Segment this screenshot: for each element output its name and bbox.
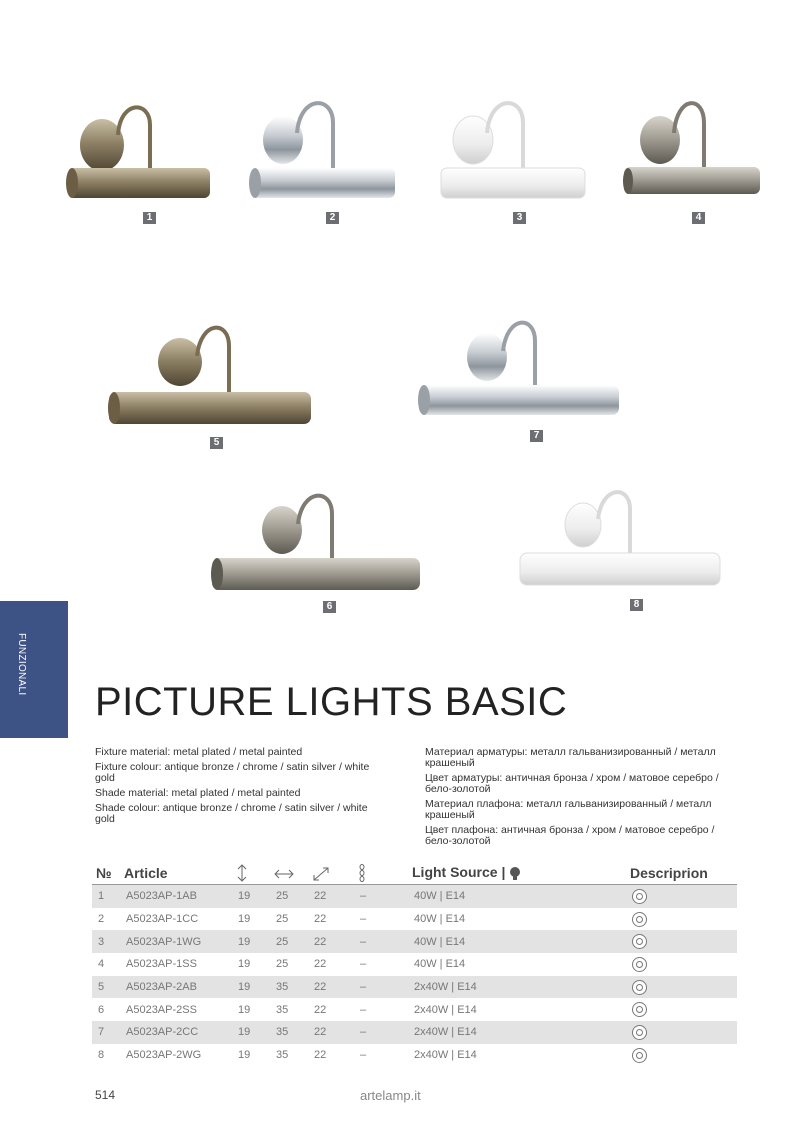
table-row [92,953,737,976]
cell-light-source: 2x40W | E14 [408,976,626,999]
column-header-height [232,862,270,885]
website-link[interactable]: artelamp.it [360,1088,421,1103]
cell-light-source: 40W | E14 [408,930,626,953]
column-header-description: Descriprion [626,862,737,885]
chain-icon [358,864,366,882]
cell-width: 25 [276,958,289,971]
cell-article: A5023AP-1WG [120,930,232,953]
section-side-tab [0,601,68,738]
cell-description [626,998,737,1021]
product-image-8 [518,485,723,595]
cell-article: A5023AP-2WG [126,1049,202,1062]
cell-chain: – [354,1021,408,1044]
product-number-badge: 3 [513,212,526,224]
product-image-4 [620,95,765,210]
bulb-icon [509,866,521,882]
column-header-article: Article [120,862,232,885]
product-image-7 [415,315,625,425]
spec-line: Материал плафона: металл гальванизированный / металл крашеный [425,798,712,821]
cell-description [626,930,737,953]
cell-number: 5 [92,976,120,999]
cell-number: 2 [98,913,105,926]
cell-chain: – [360,958,367,971]
cell-number: 4 [98,958,105,971]
light-source-label: Light Source | [412,864,506,881]
description-icon[interactable] [632,980,647,995]
cell-chain: – [360,1003,367,1016]
cell-chain: – [354,930,408,953]
column-header-chain [354,862,408,885]
spec-line: Материал арматуры: металл гальванизированный / металл крашеный [425,746,716,769]
width-arrow-icon [274,868,294,880]
product-number-badge: 7 [530,430,543,442]
product-image-5 [105,320,315,435]
cell-number: 6 [98,1003,105,1016]
cell-number: 3 [92,930,120,953]
cell-height: 19 [238,958,251,971]
cell-number: 8 [98,1049,105,1062]
cell-width: 35 [276,1049,289,1062]
page-number: 514 [95,1088,116,1102]
table-row [92,976,737,999]
cell-depth: 22 [314,1049,327,1062]
column-header-width [270,862,308,885]
description-icon[interactable] [632,889,647,904]
description-icon[interactable] [632,1002,647,1017]
cell-description [626,908,737,931]
product-image-6 [210,488,425,598]
column-header-depth [308,862,354,885]
cell-article: A5023AP-1SS [126,958,197,971]
cell-depth: 22 [308,1021,354,1044]
cell-depth: 22 [308,976,354,999]
cell-description [626,953,737,976]
cell-height: 19 [232,976,270,999]
cell-article: A5023AP-2AB [120,976,232,999]
cell-chain: – [360,1049,367,1062]
table-row [92,908,737,931]
cell-light-source: 40W | E14 [408,885,626,908]
cell-width: 25 [270,885,308,908]
description-icon[interactable] [632,1025,647,1040]
cell-light-source: 40W | E14 [414,958,466,971]
product-number-badge: 1 [143,212,156,224]
spec-line: Fixture colour: antique bronze / chrome / satin silver / white gold [95,761,370,784]
cell-height: 19 [238,913,251,926]
product-image-2 [245,95,405,210]
spec-line: Fixture material: metal plated / metal painted [95,746,303,758]
table-row [92,998,737,1021]
cell-height: 19 [232,930,270,953]
cell-article: A5023AP-1CC [126,913,199,926]
cell-width: 35 [270,1021,308,1044]
cell-number: 1 [92,885,120,908]
product-number-badge: 2 [326,212,339,224]
cell-light-source: 2x40W | E14 [414,1049,477,1062]
height-arrow-icon [236,864,248,882]
cell-number: 7 [92,1021,120,1044]
cell-depth: 22 [314,1003,327,1016]
table-row [92,1044,737,1067]
cell-height: 19 [232,885,270,908]
cell-height: 19 [238,1049,251,1062]
cell-article: A5023AP-1AB [120,885,232,908]
cell-depth: 22 [314,958,327,971]
table-row [92,930,737,953]
cell-height: 19 [238,1003,251,1016]
description-icon[interactable] [632,957,647,972]
specs-english [95,747,385,829]
cell-width: 35 [276,1003,289,1016]
cell-width: 35 [270,976,308,999]
cell-light-source: 40W | E14 [414,913,466,926]
spec-line: Shade material: metal plated / metal painted [95,787,301,799]
diagonal-arrow-icon [312,866,330,882]
column-header-light-source [408,862,626,885]
cell-chain: – [354,976,408,999]
specs-russian [425,747,740,851]
product-number-badge: 5 [210,437,223,449]
cell-chain: – [360,913,367,926]
cell-depth: 22 [308,885,354,908]
table-header-row [92,862,737,885]
cell-light-source: 2x40W | E14 [408,1021,626,1044]
cell-depth: 22 [314,913,327,926]
table-row [92,885,737,908]
cell-description [626,1021,737,1044]
cell-height: 19 [232,1021,270,1044]
spec-line: Shade colour: antique bronze / chrome / satin silver / white gold [95,802,368,825]
page-title: PICTURE LIGHTS BASIC [95,680,568,724]
cell-chain: – [354,885,408,908]
product-number-badge: 4 [692,212,705,224]
cell-description [626,1044,737,1067]
cell-width: 25 [276,913,289,926]
product-table [92,862,737,1067]
cell-description [626,976,737,999]
cell-article: A5023AP-2SS [126,1003,197,1016]
cell-depth: 22 [308,930,354,953]
product-image-3 [435,95,595,210]
cell-width: 25 [270,930,308,953]
cell-description [626,885,737,908]
spec-line: Цвет плафона: античная бронза / хром / матовое серебро / бело-золотой [425,824,715,847]
column-header-number: № [92,862,120,885]
side-tab-label: FUNZIONALI [16,633,27,696]
description-icon[interactable] [632,912,647,927]
description-icon[interactable] [632,1048,647,1063]
cell-article: A5023AP-2CC [120,1021,232,1044]
product-image-1 [60,95,220,210]
cell-light-source: 2x40W | E14 [414,1003,477,1016]
table-row [92,1021,737,1044]
description-icon[interactable] [632,934,647,949]
spec-line: Цвет арматуры: античная бронза / хром / матовое серебро / бело-золотой [425,772,719,795]
product-number-badge: 6 [323,601,336,613]
product-number-badge: 8 [630,599,643,611]
